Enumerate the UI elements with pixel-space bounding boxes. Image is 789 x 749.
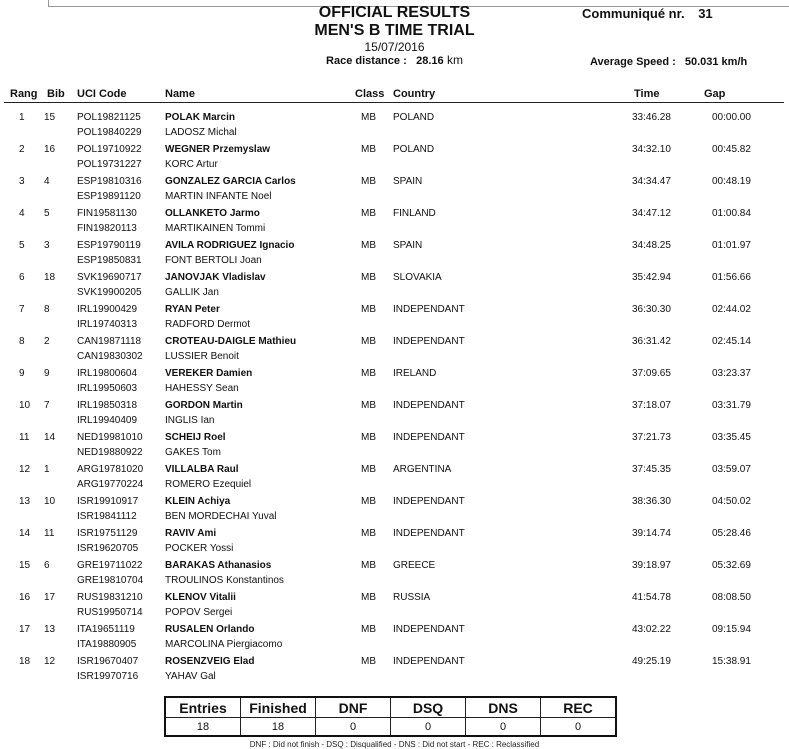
rider-name: WEGNER Przemyslaw [165,144,271,155]
time: 38:36.30 [632,496,671,507]
result-row [0,560,789,592]
gap: 00:45.82 [712,144,751,155]
bib: 3 [44,240,50,251]
summary-header-entries: Entries [165,697,241,718]
gap: 03:59.07 [712,464,751,475]
rider-name-second: GALLIK Jan [165,287,219,298]
uci-code: ISR19670407 [77,656,139,667]
communique [582,6,713,21]
uci-code: ESP19790119 [77,240,141,251]
bib: 14 [44,432,56,443]
rank: 13 [19,496,31,507]
time: 41:54.78 [632,592,671,603]
communique-label: Communiqué nr. [582,6,685,21]
time: 37:09.65 [632,368,671,379]
rank: 1 [19,112,25,123]
class: MB [361,656,376,667]
rider-name: GORDON Martin [165,400,243,411]
uci-code-second: ITA19880905 [77,639,137,650]
page-title: OFFICIAL RESULTS [318,4,471,21]
class: MB [361,112,376,123]
country: INDEPENDANT [393,304,465,315]
gap: 08:08.50 [712,592,751,603]
race-distance-label: Race distance : [326,55,407,67]
uci-code-second: POL19840229 [77,127,142,138]
uci-code-second: SVK19900205 [77,287,142,298]
result-row [0,400,789,432]
rider-name: RUSALEN Orlando [165,624,255,635]
rider-name-second: LADOSZ Michal [165,127,237,138]
bib: 16 [44,144,56,155]
results-table [0,112,789,688]
bib: 8 [44,304,50,315]
rank: 4 [19,208,25,219]
rank: 3 [19,176,25,187]
gap: 03:23.37 [712,368,751,379]
bib: 6 [44,560,50,571]
rider-name-second: GAKES Tom [165,447,221,458]
average-speed-value: 50.031 km/h [684,56,748,68]
summary-value-dns: 0 [466,718,541,737]
rank: 11 [19,432,30,443]
uci-code: ESP19810316 [77,176,142,187]
uci-code-second: GRE19810704 [77,575,144,586]
summary-value-dsq: 0 [391,718,466,737]
gap: 15:38.91 [712,656,751,667]
average-speed [590,56,747,68]
result-row [0,496,789,528]
class: MB [361,496,376,507]
rank: 16 [19,592,31,603]
bib: 2 [44,336,50,347]
rank: 12 [19,464,31,475]
uci-code: NED19981010 [77,432,143,443]
uci-code-second: NED19880922 [77,447,143,458]
uci-code: FIN19581130 [77,208,137,219]
country: FINLAND [393,208,436,219]
uci-code: ARG19781020 [77,464,144,475]
rank: 8 [19,336,25,347]
rider-name-second: YAHAV Gal [165,671,216,682]
uci-code-second: RUS19950714 [77,607,143,618]
country: SPAIN [393,176,423,187]
rider-name: RAVIV Ami [165,528,217,539]
bib: 11 [44,528,55,539]
summary-table [164,696,617,737]
uci-code-second: IRL19940409 [77,415,138,426]
col-uci-header: UCI Code [77,88,127,100]
rider-name-second: MARTIKAINEN Tommi [165,223,266,234]
uci-code: SVK19690717 [77,272,142,283]
uci-code-second: ESP19850831 [77,255,142,266]
rider-name-second: INGLIS Ian [165,415,215,426]
result-row [0,624,789,656]
result-row [0,112,789,144]
rider-name: RYAN Peter [165,304,220,315]
rider-name: VILLALBA Raul [165,464,239,475]
summary-header-dns: DNS [466,697,541,718]
summary-header-dnf: DNF [316,697,391,718]
summary-header-row [165,697,616,718]
result-row [0,336,789,368]
class: MB [361,400,376,411]
class: MB [361,272,376,283]
bib: 5 [44,208,50,219]
result-row [0,176,789,208]
rider-name: VEREKER Damien [165,368,253,379]
country: SPAIN [393,240,423,251]
rider-name-second: TROULINOS Konstantinos [165,575,284,586]
rank: 9 [19,368,25,379]
rider-name: BARAKAS Athanasios [165,560,272,571]
gap: 01:56.66 [712,272,751,283]
time: 34:47.12 [632,208,671,219]
rank: 10 [19,400,31,411]
gap: 03:31.79 [712,400,751,411]
class: MB [361,528,376,539]
country: INDEPENDANT [393,528,465,539]
col-bib-header: Bib [47,88,65,100]
rider-name: KLENOV Vitalii [165,592,236,603]
page-subtitle: MEN'S B TIME TRIAL [314,22,475,39]
time: 33:46.28 [632,112,671,123]
result-row [0,368,789,400]
uci-code-second: ISR19620705 [77,543,139,554]
time: 35:42.94 [632,272,671,283]
uci-code: ITA19651119 [77,624,135,635]
class: MB [361,368,376,379]
average-speed-label: Average Speed : [590,56,676,68]
col-gap-header: Gap [704,88,726,100]
result-row [0,272,789,304]
race-distance-value: 28.16 [416,55,444,67]
result-row [0,432,789,464]
bib: 9 [44,368,50,379]
uci-code-second: ISR19841112 [77,511,137,522]
header-divider [4,102,784,103]
country: POLAND [393,112,435,123]
time: 36:30.30 [632,304,671,315]
time: 37:18.07 [632,400,671,411]
uci-code: POL19821125 [77,112,141,123]
rider-name: GONZALEZ GARCIA Carlos [165,176,296,187]
communique-number: 31 [698,6,713,21]
bib: 13 [44,624,56,635]
uci-code: IRL19900429 [77,304,138,315]
gap: 05:28.46 [712,528,751,539]
country: POLAND [393,144,435,155]
summary-value-row [165,718,616,737]
rank: 2 [19,144,25,155]
country: INDEPENDANT [393,656,465,667]
col-name-header: Name [165,88,195,100]
time: 39:14.74 [632,528,671,539]
class: MB [361,144,376,155]
col-class-header: Class [355,88,385,100]
rank: 7 [19,304,25,315]
result-row [0,144,789,176]
rank: 15 [19,560,31,571]
uci-code: ISR19751129 [77,528,138,539]
rider-name-second: POPOV Sergei [165,607,233,618]
time: 39:18.97 [632,560,671,571]
gap: 05:32.69 [712,560,751,571]
uci-code: IRL19800604 [77,368,138,379]
legend-note: DNF : Did not finish - DSQ : Disqualified - DNS : Did not start - REC : Reclassified [249,740,540,749]
uci-code-second: POL19731227 [77,159,142,170]
rider-name: SCHEIJ Roel [165,432,226,443]
rider-name-second: HAHESSY Sean [165,383,239,394]
gap: 02:44.02 [712,304,751,315]
rider-name-second: POCKER Yossi [165,543,234,554]
class: MB [361,560,376,571]
result-row [0,304,789,336]
country: ARGENTINA [393,464,452,475]
rider-name-second: ROMERO Ezequiel [165,479,252,490]
race-distance-unit: km [446,53,463,67]
bib: 10 [44,496,56,507]
gap: 04:50.02 [712,496,751,507]
uci-code: POL19710922 [77,144,142,155]
time: 34:32.10 [632,144,671,155]
uci-code-second: ISR19970716 [77,671,139,682]
rider-name-second: BEN MORDECHAI Yuval [165,511,277,522]
gap: 01:00.84 [712,208,751,219]
gap: 01:01.97 [712,240,751,251]
result-row [0,464,789,496]
class: MB [361,304,376,315]
rank: 5 [19,240,25,251]
rider-name: AVILA RODRIGUEZ Ignacio [165,240,295,251]
rider-name-second: MARCOLINA Piergiacomo [165,639,283,650]
summary-value-entries: 18 [165,718,241,737]
rank: 14 [19,528,31,539]
class: MB [361,432,376,443]
summary-header-dsq: DSQ [391,697,466,718]
summary-header-rec: REC [541,697,617,718]
rank: 18 [19,656,31,667]
class: MB [361,208,376,219]
col-rank-header: Rang [10,88,38,100]
class: MB [361,240,376,251]
country: INDEPENDANT [393,400,465,411]
uci-code-second: ARG19770224 [77,479,144,490]
result-row [0,656,789,688]
uci-code: GRE19711022 [77,560,143,571]
rider-name: POLAK Marcin [165,112,236,123]
bib: 7 [44,400,50,411]
gap: 09:15.94 [712,624,751,635]
gap: 03:35.45 [712,432,751,443]
uci-code-second: IRL19950603 [77,383,138,394]
uci-code-second: ESP19891120 [77,191,141,202]
bib: 15 [44,112,56,123]
uci-code: IRL19850318 [77,400,138,411]
country: INDEPENDANT [393,496,465,507]
col-time-header: Time [634,88,660,100]
class: MB [361,464,376,475]
country: RUSSIA [393,592,431,603]
summary-value-dnf: 0 [316,718,391,737]
bib: 18 [44,272,56,283]
country: INDEPENDANT [393,336,465,347]
uci-code: RUS19831210 [77,592,143,603]
rider-name-second: RADFORD Dermot [165,319,251,330]
gap: 02:45.14 [712,336,751,347]
uci-code-second: FIN19820113 [77,223,137,234]
summary-header-finished: Finished [241,697,316,718]
bib: 4 [44,176,50,187]
race-date: 15/07/2016 [364,40,425,54]
result-row [0,528,789,560]
result-row [0,240,789,272]
uci-code-second: CAN19830302 [77,351,143,362]
country: SLOVAKIA [393,272,442,283]
rider-name-second: KORC Artur [165,159,218,170]
bib: 1 [44,464,50,475]
rank: 6 [19,272,25,283]
country: INDEPENDANT [393,432,465,443]
uci-code: CAN19871118 [77,336,142,347]
summary-value-finished: 18 [241,718,316,737]
rider-name: CROTEAU-DAIGLE Mathieu [165,336,297,347]
uci-code: ISR19910917 [77,496,139,507]
rider-name-second: LUSSIER Benoit [165,351,239,362]
time: 43:02.22 [632,624,671,635]
rider-name: OLLANKETO Jarmo [165,208,260,219]
country: GREECE [393,560,436,571]
bib: 17 [44,592,56,603]
class: MB [361,624,376,635]
time: 36:31.42 [632,336,671,347]
class: MB [361,336,376,347]
country: INDEPENDANT [393,624,465,635]
bib: 12 [44,656,56,667]
gap: 00:00.00 [712,112,751,123]
time: 34:34.47 [632,176,671,187]
col-country-header: Country [393,88,436,100]
time: 34:48.25 [632,240,671,251]
rider-name: KLEIN Achiya [165,496,231,507]
class: MB [361,176,376,187]
time: 37:45.35 [632,464,671,475]
uci-code-second: IRL19740313 [77,319,138,330]
time: 49:25.19 [632,656,671,667]
rank: 17 [19,624,31,635]
result-row [0,208,789,240]
rider-name: ROSENZVEIG Elad [165,656,255,667]
result-row [0,592,789,624]
time: 37:21.73 [632,432,671,443]
gap: 00:48.19 [712,176,751,187]
class: MB [361,592,376,603]
rider-name: JANOVJAK Vladislav [165,272,266,283]
summary-value-rec: 0 [541,718,617,737]
rider-name-second: MARTIN INFANTE Noel [165,191,272,202]
country: IRELAND [393,368,437,379]
rider-name-second: FONT BERTOLI Joan [165,255,262,266]
